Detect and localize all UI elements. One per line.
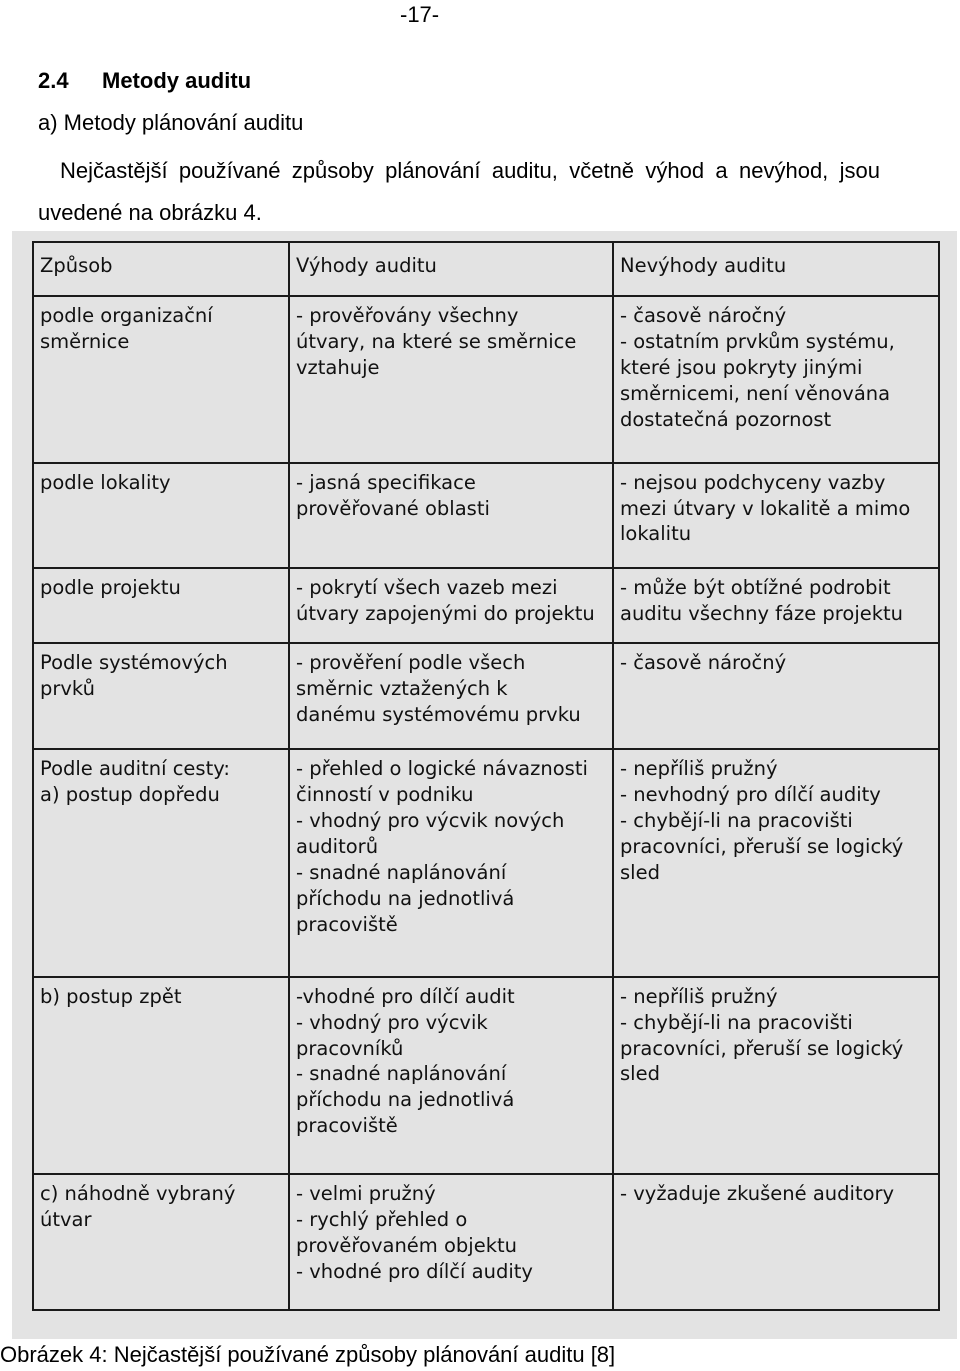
figure-caption: Obrázek 4: Nejčastější používané způsoby plánování auditu [8] <box>0 1342 616 1367</box>
table-row <box>33 977 939 1174</box>
cell-line: sled <box>620 1062 660 1086</box>
cell-line: podle projektu <box>40 576 181 600</box>
section-number: 2.4 <box>38 68 69 93</box>
cell-line: - nejsou podchyceny vazby <box>620 470 886 494</box>
cell-line: prověřované oblasti <box>296 496 490 520</box>
cell-pros <box>289 296 613 463</box>
cell-line: podle organizační <box>40 304 213 327</box>
cell-line: - chybějí-li na pracovišti <box>620 1010 853 1034</box>
scanned-figure <box>12 231 957 1339</box>
cell-line: - velmi pružný <box>296 1181 436 1205</box>
table-row <box>33 568 939 643</box>
cell-line: - prověření podle všech <box>296 651 526 675</box>
cell-line: - jasná specifikace <box>296 470 476 494</box>
header-cons: Nevýhody auditu <box>613 242 939 296</box>
cell-line: auditu všechny fáze projektu <box>620 602 904 626</box>
cell-line: - pokrytí všech vazeb mezi <box>296 576 558 600</box>
header-pros: Výhody auditu <box>289 242 613 296</box>
cell-method <box>33 977 289 1174</box>
cell-line: útvary, na které se směrnice <box>296 329 577 353</box>
cell-line: - nepříliš pružný <box>620 984 778 1008</box>
cell-method <box>33 749 289 977</box>
cell-line: danému systémovému prvku <box>296 703 581 727</box>
section-heading <box>38 68 251 94</box>
cell-line: prověřovaném objektu <box>296 1233 518 1257</box>
cell-method <box>33 463 289 569</box>
audit-methods-table <box>32 241 940 1311</box>
header-method: Způsob <box>33 242 289 296</box>
cell-line: - vhodný pro výcvik nových <box>296 808 565 832</box>
cell-line: prvků <box>40 677 95 701</box>
cell-method <box>33 1174 289 1310</box>
cell-line: - přehled o logické návaznosti <box>296 757 588 781</box>
table-row <box>33 1174 939 1310</box>
page-number: -17- <box>400 2 440 27</box>
table-row <box>33 643 939 749</box>
cell-line: - vyžaduje zkušené auditory <box>620 1181 895 1205</box>
table-header-row <box>33 242 939 296</box>
cell-pros <box>289 643 613 749</box>
cell-cons <box>613 463 939 569</box>
cell-line: b) postup zpět <box>40 984 182 1008</box>
cell-line: - snadné naplánování <box>296 860 507 884</box>
cell-line: směrnic vztažených k <box>296 677 508 701</box>
cell-line: - časově náročný <box>620 651 787 675</box>
cell-method <box>33 568 289 643</box>
cell-line: které jsou pokryty jinými <box>620 355 863 379</box>
cell-line: Podle systémových <box>40 651 228 675</box>
cell-pros <box>289 749 613 977</box>
cell-line: a) postup dopředu <box>40 782 220 806</box>
cell-line: -vhodné pro dílčí audit <box>296 984 515 1008</box>
cell-line: - snadné naplánování <box>296 1062 507 1086</box>
cell-line: - prověřovány všechny <box>296 304 519 327</box>
cell-line: c) náhodně vybraný <box>40 1181 236 1205</box>
cell-pros <box>289 977 613 1174</box>
cell-line: - může být obtížné podrobit <box>620 576 891 600</box>
cell-line: sled <box>620 860 660 884</box>
section-title: Metody auditu <box>102 68 252 93</box>
cell-method <box>33 296 289 463</box>
cell-method <box>33 643 289 749</box>
cell-line: pracovníků <box>296 1036 404 1060</box>
cell-cons <box>613 643 939 749</box>
cell-line: dostatečná pozornost <box>620 407 832 431</box>
table-row <box>33 463 939 569</box>
cell-cons <box>613 568 939 643</box>
cell-line: podle lokality <box>40 470 171 494</box>
cell-pros <box>289 1174 613 1310</box>
cell-line: - vhodné pro dílčí audity <box>296 1259 533 1283</box>
cell-line: - ostatním prvkům systému, <box>620 329 895 353</box>
cell-line: mezi útvary v lokalitě a mimo <box>620 496 911 520</box>
cell-line: pracovníci, přeruší se logický <box>620 1036 904 1060</box>
cell-cons <box>613 749 939 977</box>
intro-paragraph: Nejčastější používané způsoby plánování auditu, včetně výhod a nevýhod, jsou uvedené na obrázku 4. <box>38 158 880 225</box>
cell-cons <box>613 977 939 1174</box>
cell-line: činností v podniku <box>296 782 474 806</box>
cell-line: směrnice <box>40 329 130 353</box>
cell-pros <box>289 568 613 643</box>
subheading: a) Metody plánování auditu <box>38 110 304 135</box>
cell-line: auditorů <box>296 834 379 858</box>
cell-line: příchodu na jednotlivá <box>296 886 515 910</box>
cell-line: Podle auditní cesty: <box>40 757 230 781</box>
cell-line: vztahuje <box>296 355 380 379</box>
cell-line: útvar <box>40 1207 92 1231</box>
cell-cons <box>613 1174 939 1310</box>
cell-line: - vhodný pro výcvik <box>296 1010 488 1034</box>
cell-line: - nepříliš pružný <box>620 757 778 781</box>
cell-line: - nevhodný pro dílčí audity <box>620 782 881 806</box>
table-row <box>33 296 939 463</box>
cell-line: útvary zapojenými do projektu <box>296 602 595 626</box>
cell-pros <box>289 463 613 569</box>
cell-line: pracoviště <box>296 1114 398 1138</box>
cell-line: - rychlý přehled o <box>296 1207 468 1231</box>
cell-cons <box>613 296 939 463</box>
cell-line: - časově náročný <box>620 304 787 327</box>
cell-line: - chybějí-li na pracovišti <box>620 808 853 832</box>
cell-line: příchodu na jednotlivá <box>296 1088 515 1112</box>
table-row <box>33 749 939 977</box>
cell-line: pracovníci, přeruší se logický <box>620 834 904 858</box>
cell-line: směrnicemi, není věnována <box>620 381 891 405</box>
cell-line: lokalitu <box>620 522 692 546</box>
cell-line: pracoviště <box>296 912 398 936</box>
table-body <box>33 296 939 1310</box>
